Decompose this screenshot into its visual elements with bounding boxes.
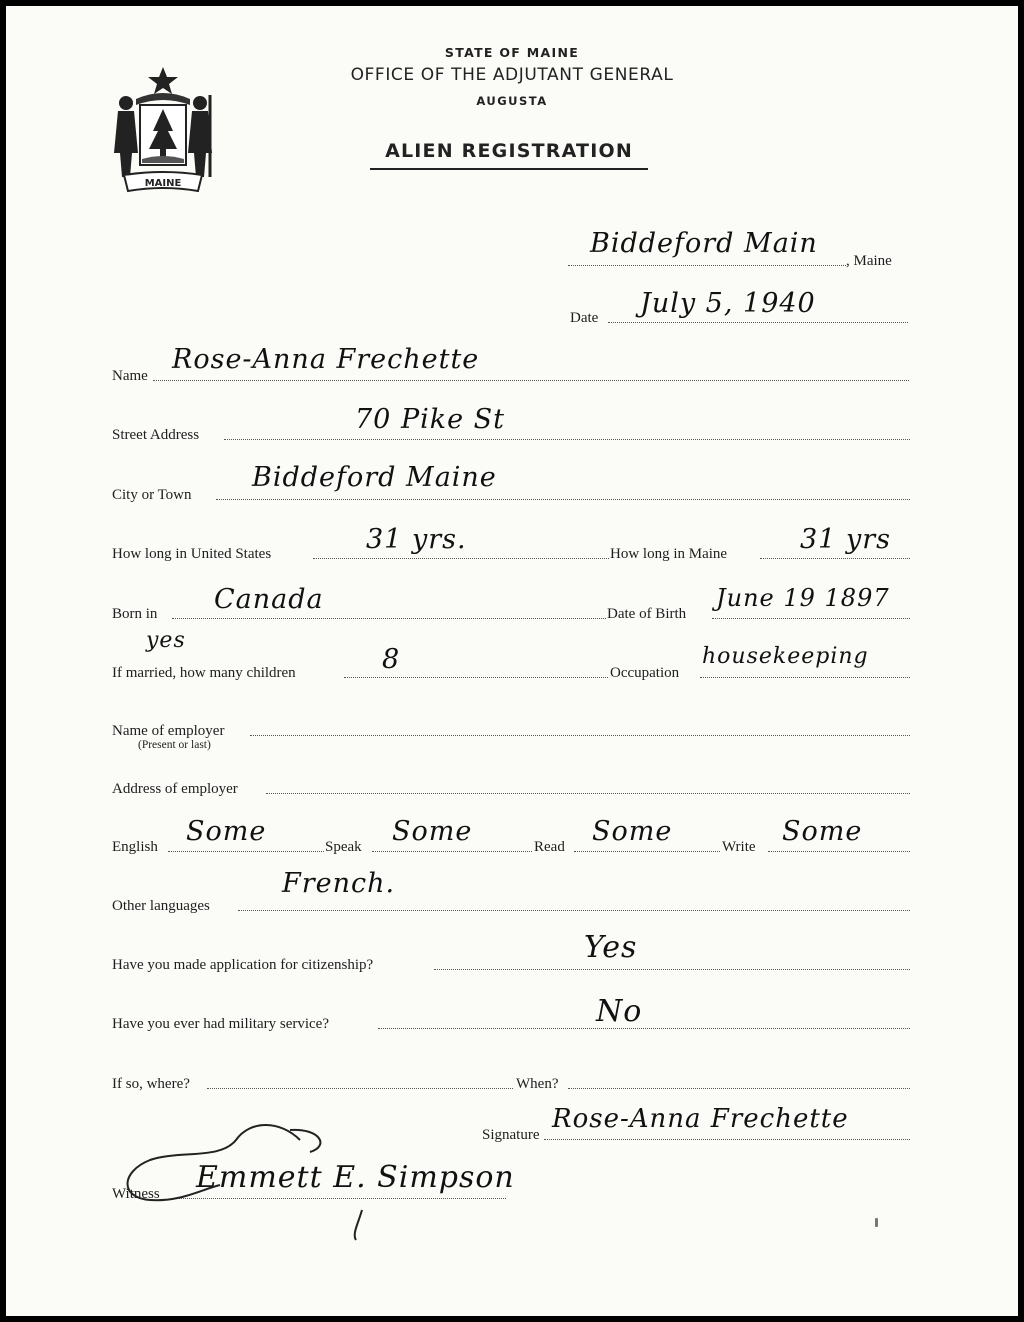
speak-entry: Some	[392, 816, 473, 847]
read-label: Read	[534, 839, 565, 855]
occupation-label: Occupation	[610, 665, 680, 681]
citizenship-label: Have you made application for citizenship?	[112, 957, 374, 973]
witness-signature-entry: Emmett E. Simpson	[196, 1160, 515, 1195]
date-of-birth-entry: June 19 1897	[716, 584, 890, 612]
other-languages-entry: French.	[282, 868, 396, 899]
when-line	[568, 1088, 910, 1089]
married-entry: yes	[146, 628, 186, 653]
years-maine-entry: 31 yrs	[800, 524, 891, 555]
citizenship-line	[434, 969, 910, 970]
married-children-line	[344, 677, 608, 678]
children-entry: 8	[382, 644, 401, 675]
born-in-label: Born in	[112, 606, 158, 622]
place-line	[568, 265, 846, 266]
scan-mark	[875, 1218, 878, 1227]
street-address-label: Street Address	[112, 427, 200, 443]
city-heading: AUGUSTA	[476, 94, 548, 108]
employer-note-label: (Present or last)	[138, 739, 211, 751]
name-entry: Rose-Anna Frechette	[172, 344, 480, 375]
english-line	[168, 851, 324, 852]
if-so-where-label: If so, where?	[112, 1076, 190, 1092]
date-line	[608, 322, 908, 323]
occupation-entry: housekeeping	[702, 644, 869, 669]
english-entry: Some	[186, 816, 267, 847]
date-entry: July 5, 1940	[640, 288, 816, 319]
military-line	[378, 1028, 910, 1029]
how-long-us-line	[313, 558, 609, 559]
speak-label: Speak	[325, 839, 362, 855]
state-heading: STATE OF MAINE	[444, 45, 580, 60]
employer-address-line	[266, 793, 910, 794]
name-line	[153, 380, 909, 381]
military-label: Have you ever had military service?	[112, 1016, 329, 1032]
name-label: Name	[112, 368, 148, 384]
seal-banner-text: MAINE	[144, 178, 182, 189]
date-of-birth-label: Date of Birth	[607, 606, 687, 622]
date-of-birth-line	[712, 618, 910, 619]
speak-line	[372, 851, 532, 852]
witness-line	[174, 1198, 506, 1199]
military-entry: No	[596, 994, 643, 1029]
how-long-maine-label: How long in Maine	[610, 546, 728, 562]
how-long-maine-line	[760, 558, 910, 559]
other-languages-line	[238, 910, 910, 911]
citizenship-entry: Yes	[584, 930, 638, 965]
years-us-entry: 31 yrs.	[366, 524, 467, 555]
write-entry: Some	[782, 816, 863, 847]
english-label: English	[112, 839, 158, 855]
place-suffix-label: , Maine	[846, 253, 892, 269]
married-children-label: If married, how many children	[112, 665, 296, 681]
read-line	[574, 851, 720, 852]
occupation-line	[700, 677, 910, 678]
signature-label: Signature	[482, 1127, 540, 1143]
how-long-us-label: How long in United States	[112, 546, 272, 562]
form-title: ALIEN REGISTRATION	[370, 140, 648, 170]
other-languages-label: Other languages	[112, 898, 210, 914]
signature-entry: Rose-Anna Frechette	[552, 1104, 849, 1134]
street-address-entry: 70 Pike St	[355, 404, 506, 435]
city-town-line	[216, 499, 910, 500]
employer-name-line	[250, 735, 910, 736]
signature-line	[544, 1139, 910, 1140]
city-town-entry: Biddeford Maine	[252, 462, 497, 493]
witness-label: Witness	[112, 1186, 160, 1202]
office-heading: OFFICE OF THE ADJUTANT GENERAL	[350, 65, 674, 85]
date-label: Date	[570, 310, 599, 326]
employer-name-label: Name of employer	[112, 723, 225, 739]
employer-address-label: Address of employer	[112, 781, 238, 797]
when-label: When?	[516, 1076, 559, 1092]
read-entry: Some	[592, 816, 673, 847]
if-so-where-line	[207, 1088, 513, 1089]
place-entry: Biddeford Main	[590, 228, 818, 259]
city-town-label: City or Town	[112, 487, 192, 503]
born-in-entry: Canada	[214, 584, 324, 615]
street-address-line	[224, 439, 910, 440]
write-line	[768, 851, 910, 852]
write-label: Write	[722, 839, 756, 855]
born-in-line	[172, 618, 606, 619]
